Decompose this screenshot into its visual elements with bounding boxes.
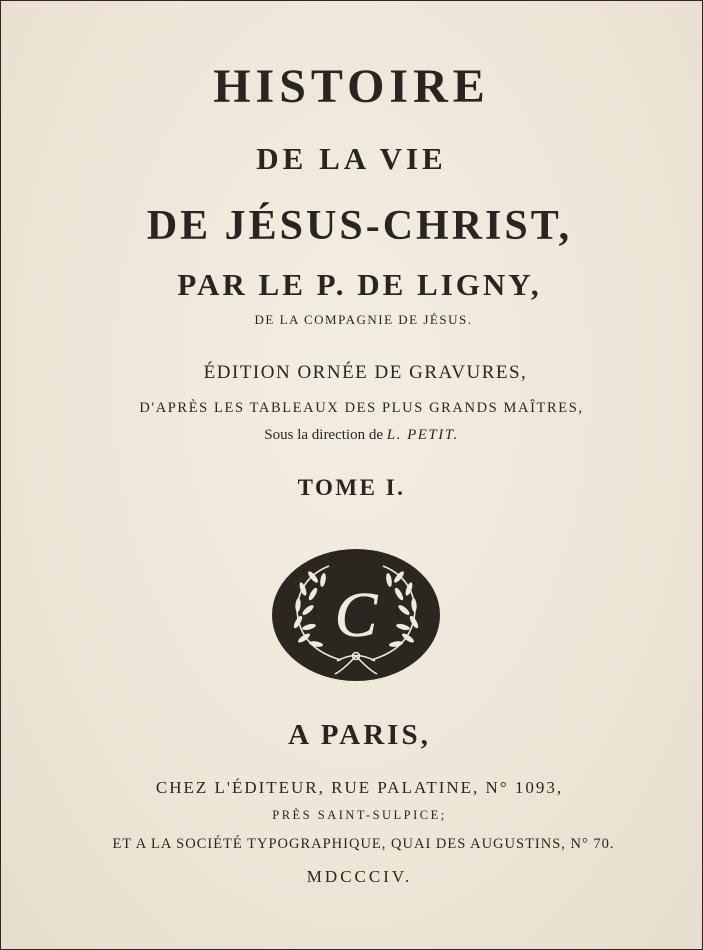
imprint-city: A PARIS, [288,719,431,751]
author-line: PAR LE P. DE LIGNY, [177,267,542,302]
imprint-society: ET A LA SOCIÉTÉ TYPOGRAPHIQUE, QUAI DES AUGUSTINS, N° 70. [112,836,615,852]
laurel-wreath-monogram-icon [271,548,441,683]
imprint-near: PRÈS SAINT-SULPICE; [272,808,447,822]
title-line-de-la-vie: DE LA VIE [256,141,447,176]
imprint-publisher: CHEZ L'ÉDITEUR, RUE PALATINE, N° 1093, [155,778,564,797]
vignette-monogram: C [334,579,378,650]
direction-line [11,427,703,444]
direction-name: L. PETIT. [386,427,459,443]
direction-prefix: Sous la direction de [264,427,387,443]
edition-source-line: D'APRÈS LES TABLEAUX DES PLUS GRANDS MAÎTRES, [139,400,584,416]
author-order: DE LA COMPAGNIE DE JÉSUS. [254,312,473,327]
edition-line: ÉDITION ORNÉE DE GRAVURES, [203,362,528,383]
title-line-jesus-christ: DE JÉSUS-CHRIST, [146,203,573,249]
volume-label: TOME I. [297,475,406,500]
imprint-year: MDCCCIV. [306,867,413,886]
title-line-histoire: HISTOIRE [213,60,490,113]
